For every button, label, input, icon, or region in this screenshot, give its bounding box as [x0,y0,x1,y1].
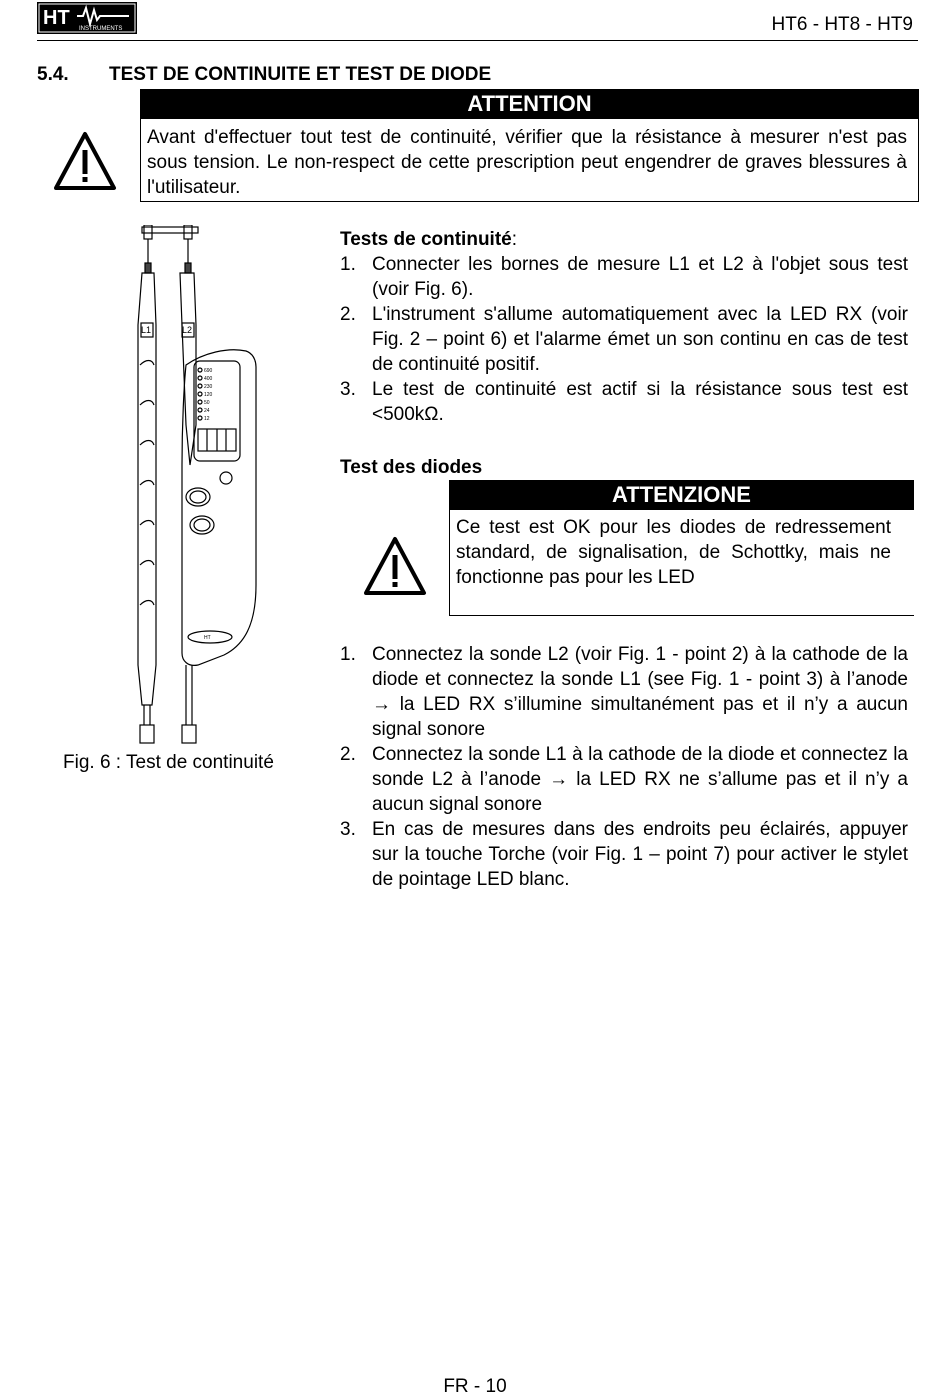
list-item [340,252,908,302]
continuity-heading-suffix: : [511,229,518,250]
attention-banner: ATTENTION [140,89,919,119]
diode-steps [340,642,908,892]
step-number: 1. [340,254,356,275]
display-label-24: 24 [204,408,210,414]
continuity-tester-illustration [128,225,273,745]
ht-logo [37,2,137,34]
list-item [340,302,908,377]
continuity-heading [340,227,908,252]
warning-triangle-icon [52,130,118,192]
logo-subtext: INSTRUMENTS [79,26,123,32]
step-text: Connectez la sonde L1 à la cathode de la diode et connectez la sonde L2 à l’anode → la LED RX ne s’allume pas et il n’y a aucun signal sonore [372,744,908,815]
step-text: Le test de continuité est actif si la résistance sous test est <500kΩ. [372,379,908,425]
step-text: Connectez la sonde L2 (voir Fig. 1 - point 2) à la cathode de la diode et connectez la sonde L1 (see Fig. 1 - point 3) à l’anode → la LED RX s’illumine simultanément pas et il n’y a aucun signal sonore [372,644,908,740]
attenzione-text: Ce test est OK pour les diodes de redressement standard, de signalisation, de Schottky, mais ne fonctionne pas pour les LED [456,517,891,588]
step-number: 2. [340,304,356,325]
list-item [340,642,908,742]
step-number: 1. [340,644,356,665]
attenzione-banner: ATTENZIONE [449,480,914,510]
header-divider [37,40,918,41]
list-item [340,817,908,892]
section-number: 5.4. [37,64,69,85]
continuity-heading-text: Tests de continuité [340,229,512,250]
page-number: FR - 10 [443,1376,507,1397]
list-item [340,742,908,817]
figure-caption: Fig. 6 : Test de continuité [63,752,274,773]
section-title-text: TEST DE CONTINUITE ET TEST DE DIODE [109,64,492,85]
step-number: 2. [340,744,356,765]
list-item [340,377,908,427]
logo-text: HT [43,7,70,29]
diodes-heading: Test des diodes [340,457,483,478]
display-label-50: 50 [204,400,210,406]
section-title [37,64,491,86]
continuity-section [340,227,908,427]
step-text: Connecter les bornes de mesure L1 et L2 à l'objet sous test (voir Fig. 6). [372,254,908,300]
model-header: HT6 - HT8 - HT9 [771,14,913,35]
step-number: 3. [340,819,356,840]
attention-text: Avant d'effectuer tout test de continuité, vérifier que la résistance à mesurer n'est pas sous tension. Le non-respect de cette prescription peut engendrer de graves blessures à l'utilisateur. [147,127,907,198]
display-label-400: 400 [204,376,213,382]
probe-label-l2: L2 [182,325,193,335]
step-text: L'instrument s'allume automatiquement avec la LED RX (voir Fig. 2 – point 6) et l'alarme émet un son continu en cas de test de continuité positif. [372,304,908,375]
diode-steps-section [340,642,908,892]
probe-label-l1: L1 [141,325,152,335]
warning-triangle-icon [362,535,428,597]
display-label-690: 690 [204,368,213,374]
step-text: En cas de mesures dans des endroits peu éclairés, appuyer sur la touche Torche (voir Fig. 1 – point 7) pour activer le stylet de pointage LED blanc. [372,819,908,890]
step-number: 3. [340,379,356,400]
display-label-120: 120 [204,392,213,398]
display-label-12: 12 [204,416,210,422]
display-label-230: 230 [204,384,213,390]
continuity-steps [340,252,908,427]
tester-brand-label: HT [204,635,211,641]
